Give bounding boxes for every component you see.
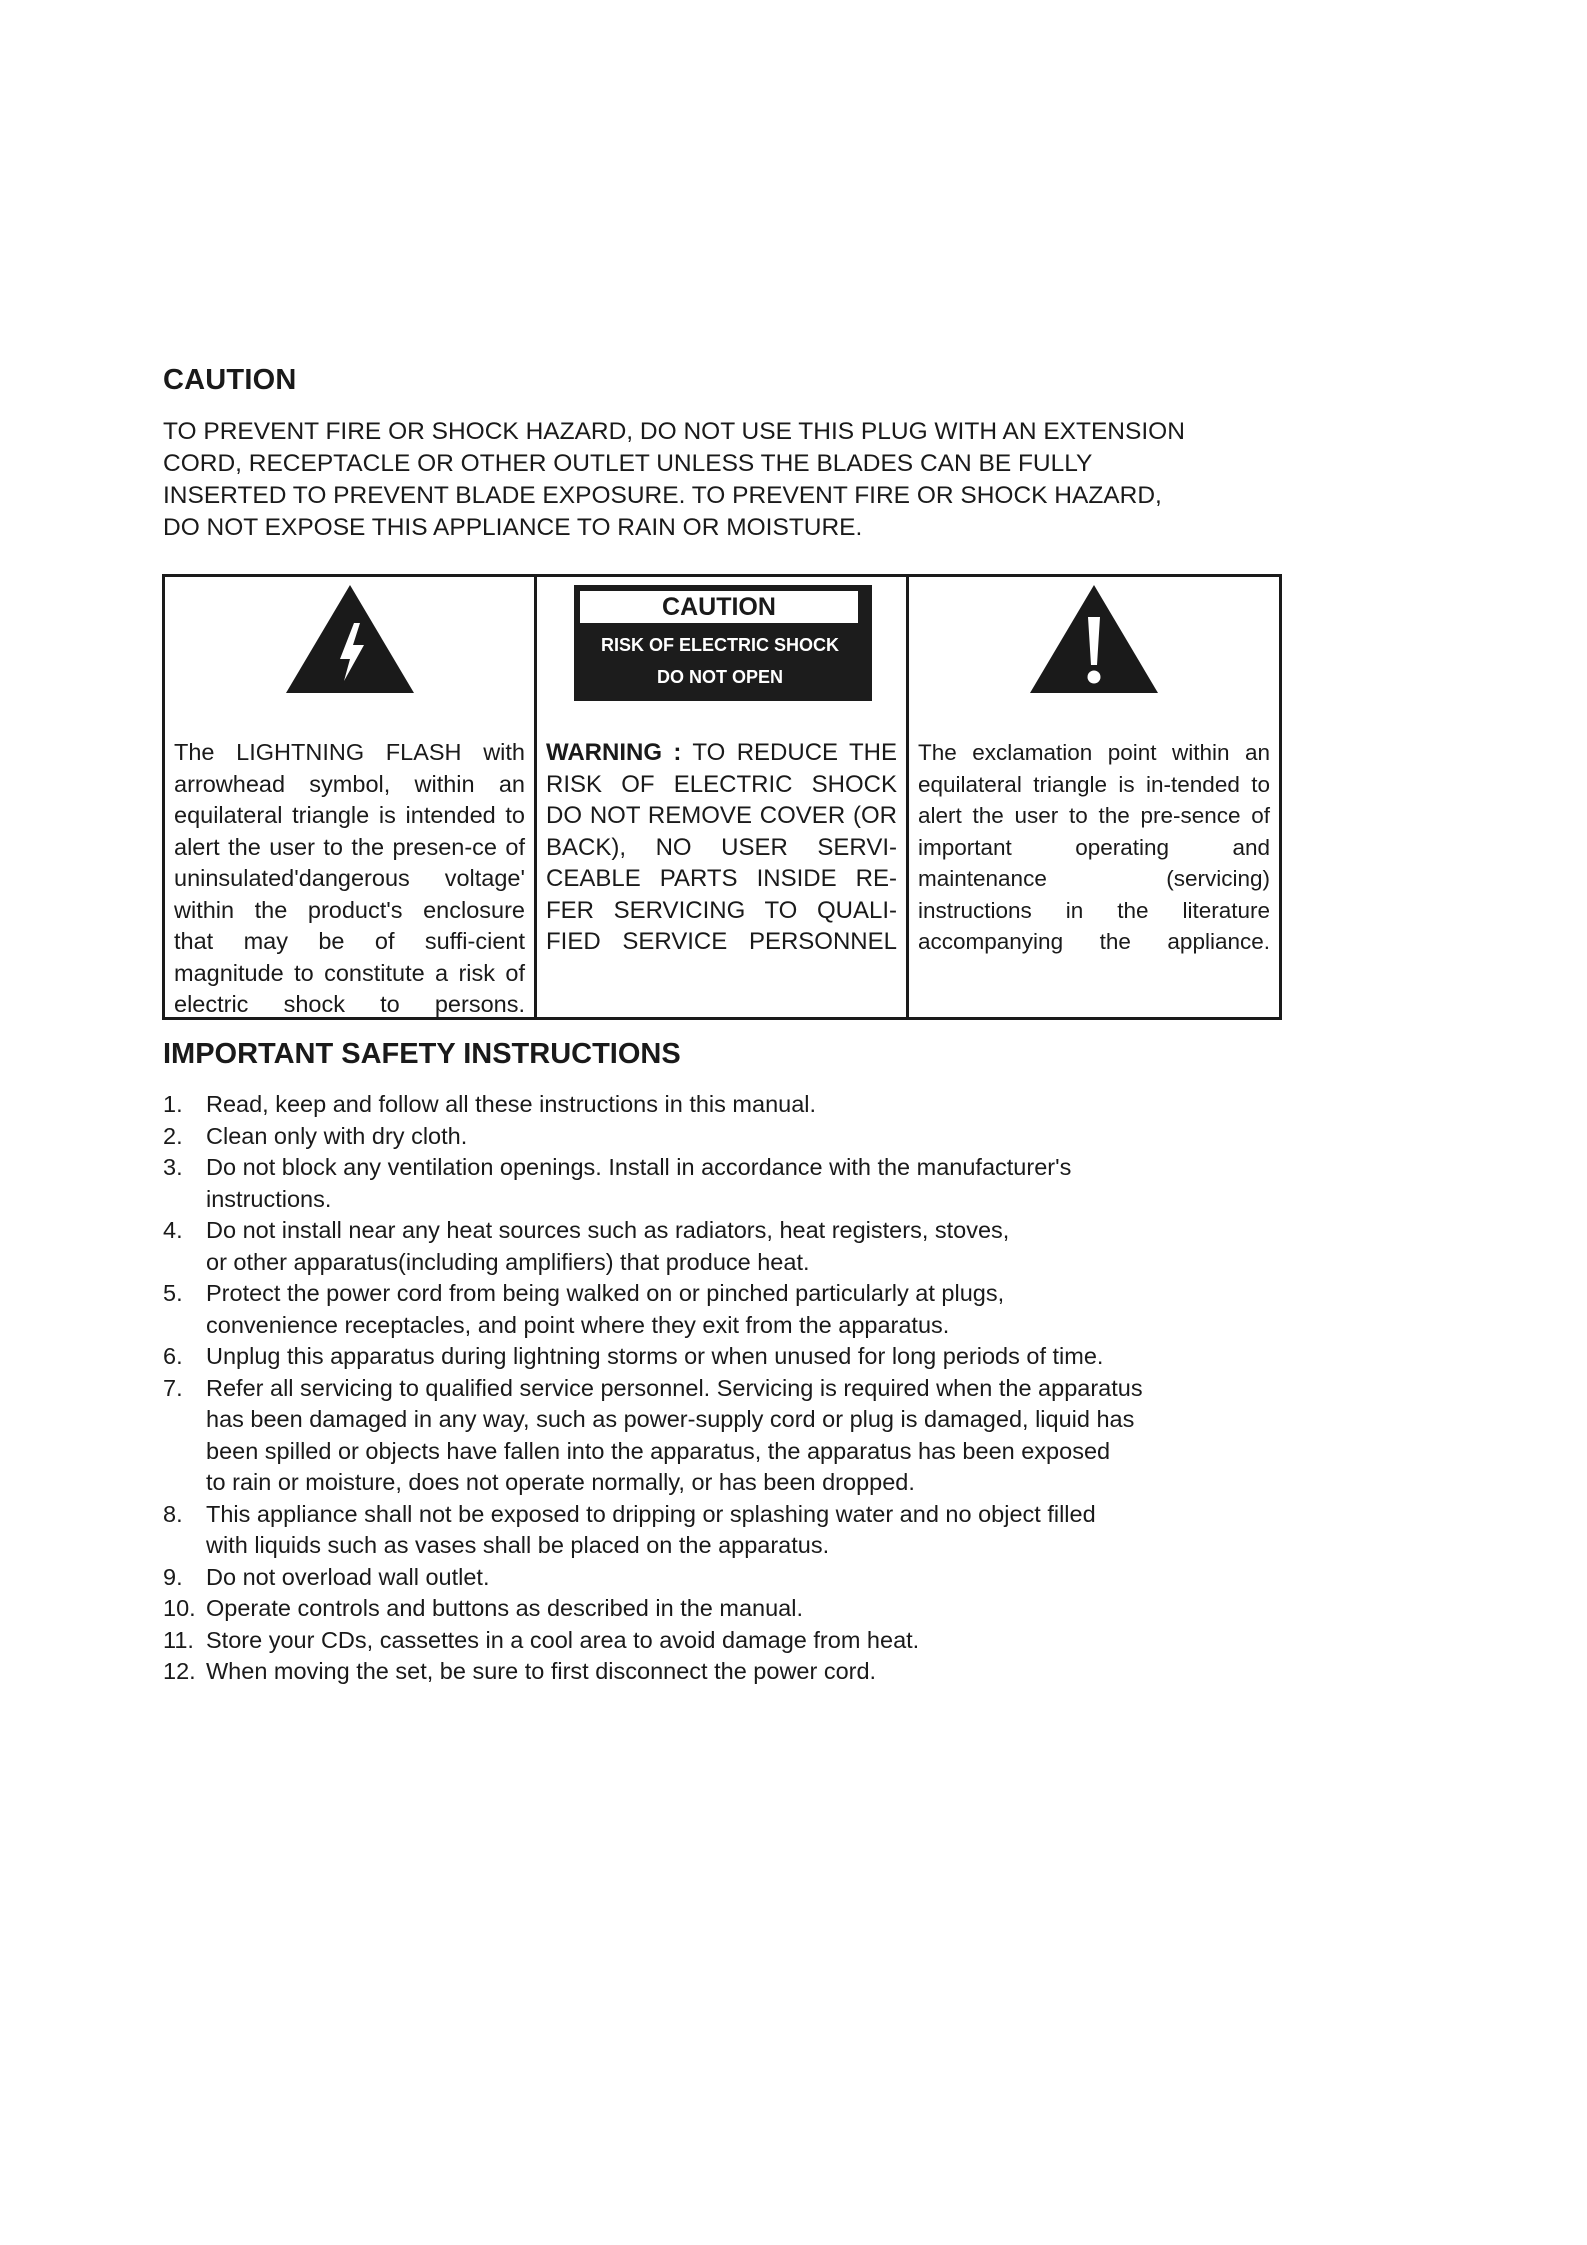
instruction-number: 7. [163, 1374, 183, 1401]
lightning-triangle-icon [165, 583, 534, 703]
instruction-item [163, 1089, 1303, 1121]
instruction-item [163, 1152, 1303, 1215]
caution-label-line2: DO NOT OPEN [656, 667, 783, 687]
instruction-text: Operate controls and buttons as described in the manual. [206, 1595, 804, 1621]
warning-table [162, 574, 1282, 1020]
safety-instructions-list [163, 1089, 1303, 1688]
instruction-number: 3. [163, 1154, 183, 1180]
instruction-item [163, 1593, 1303, 1625]
instruction-text: Do not install near any heat sources such as radiators, heat registers, stoves, or other apparatus(including amplifiers) that produce heat. [206, 1217, 1010, 1275]
instruction-number: 6. [163, 1343, 183, 1369]
exclamation-triangle-icon [909, 583, 1279, 703]
instruction-number: 4. [163, 1217, 183, 1243]
instruction-text: Store your CDs, cassettes in a cool area to avoid damage from heat. [206, 1626, 920, 1653]
instruction-text: Unplug this apparatus during lightning storms or when unused for long periods of time. [206, 1343, 1104, 1369]
warning-description [546, 737, 897, 958]
instruction-number: 9. [163, 1563, 183, 1590]
warning-lead: WARNING : [546, 739, 682, 766]
caution-heading: CAUTION [163, 364, 297, 396]
instruction-item [163, 1341, 1303, 1373]
instruction-item [163, 1278, 1303, 1341]
instruction-text: Refer all servicing to qualified service personnel. Servicing is required when the apparatus has been damaged in any way, such as power-supply cord or plug is damaged, liquid has been spilled or objects have fallen into the apparatus, the apparatus has been exposed to rain or moisture, does not operate normally, or has been dropped. [206, 1374, 1143, 1495]
instruction-text: Do not overload wall outlet. [206, 1563, 490, 1590]
caution-label-title: CAUTION [578, 589, 860, 625]
instruction-item [163, 1625, 1303, 1657]
instruction-item [163, 1215, 1303, 1278]
instruction-number: 8. [163, 1500, 183, 1527]
instruction-text: This appliance shall not be exposed to dripping or splashing water and no object filled with liquids such as vases shall be placed on the apparatus. [206, 1500, 1096, 1558]
instruction-text: Read, keep and follow all these instructions in this manual. [206, 1091, 817, 1117]
instruction-number: 2. [163, 1122, 183, 1149]
warning-text: TO REDUCE THE RISK OF ELECTRIC SHOCK DO NOT REMOVE COVER (OR BACK), NO USER SERVI-CEABLE PARTS INSIDE RE-FER SERVICING TO QUALI-FIED SERVICE PERSONNEL [546, 739, 898, 955]
lightning-column [165, 577, 537, 1017]
warning-column [537, 577, 909, 1017]
instruction-item [163, 1373, 1303, 1499]
instruction-item [163, 1656, 1303, 1688]
instruction-text: Protect the power cord from being walked on or pinched particularly at plugs, convenience receptacles, and point where they exit from the apparatus. [206, 1280, 1005, 1338]
caution-label [574, 585, 872, 701]
instruction-text: Do not block any ventilation openings. Install in accordance with the manufacturer's instructions. [206, 1154, 1072, 1212]
safety-heading: IMPORTANT SAFETY INSTRUCTIONS [163, 1038, 681, 1070]
caution-body: TO PREVENT FIRE OR SHOCK HAZARD, DO NOT USE THIS PLUG WITH AN EXTENSION CORD, RECEPTACLE OR OTHER OUTLET UNLESS THE BLADES CAN BE FULLY INSERTED TO PREVENT BLADE EXPOSURE. TO PREVENT FIRE OR SHOCK HAZARD, DO NOT EXPOSE THIS APPLIANCE TO RAIN OR MOISTURE. [163, 418, 1185, 541]
instruction-number: 10. [163, 1595, 196, 1621]
caution-label-line1: RISK OF ELECTRIC SHOCK [600, 635, 839, 655]
exclamation-column [909, 577, 1279, 1017]
instruction-item [163, 1121, 1303, 1153]
lightning-description: The LIGHTNING FLASH with arrowhead symbol, within an equilateral triangle is intended to alert the user to the presen-ce of uninsulated'dangerous voltage' within the product's enclosure that may be of suffi-cient magnitude to constitute a risk of electric shock to persons. [174, 739, 525, 1017]
instruction-number: 12. [163, 1658, 196, 1684]
exclamation-description: The exclamation point within an equilateral triangle is in-tended to alert the user to the pre-sence of important operating and maintenance (servicing) instructions in the literature accompanying the appliance. [918, 740, 1270, 954]
instruction-item [163, 1562, 1303, 1594]
instruction-number: 11. [163, 1626, 194, 1653]
instruction-item [163, 1499, 1303, 1562]
instruction-number: 1. [163, 1091, 183, 1117]
instruction-text: Clean only with dry cloth. [206, 1122, 468, 1149]
instruction-number: 5. [163, 1280, 183, 1306]
instruction-text: When moving the set, be sure to first disconnect the power cord. [206, 1658, 877, 1684]
